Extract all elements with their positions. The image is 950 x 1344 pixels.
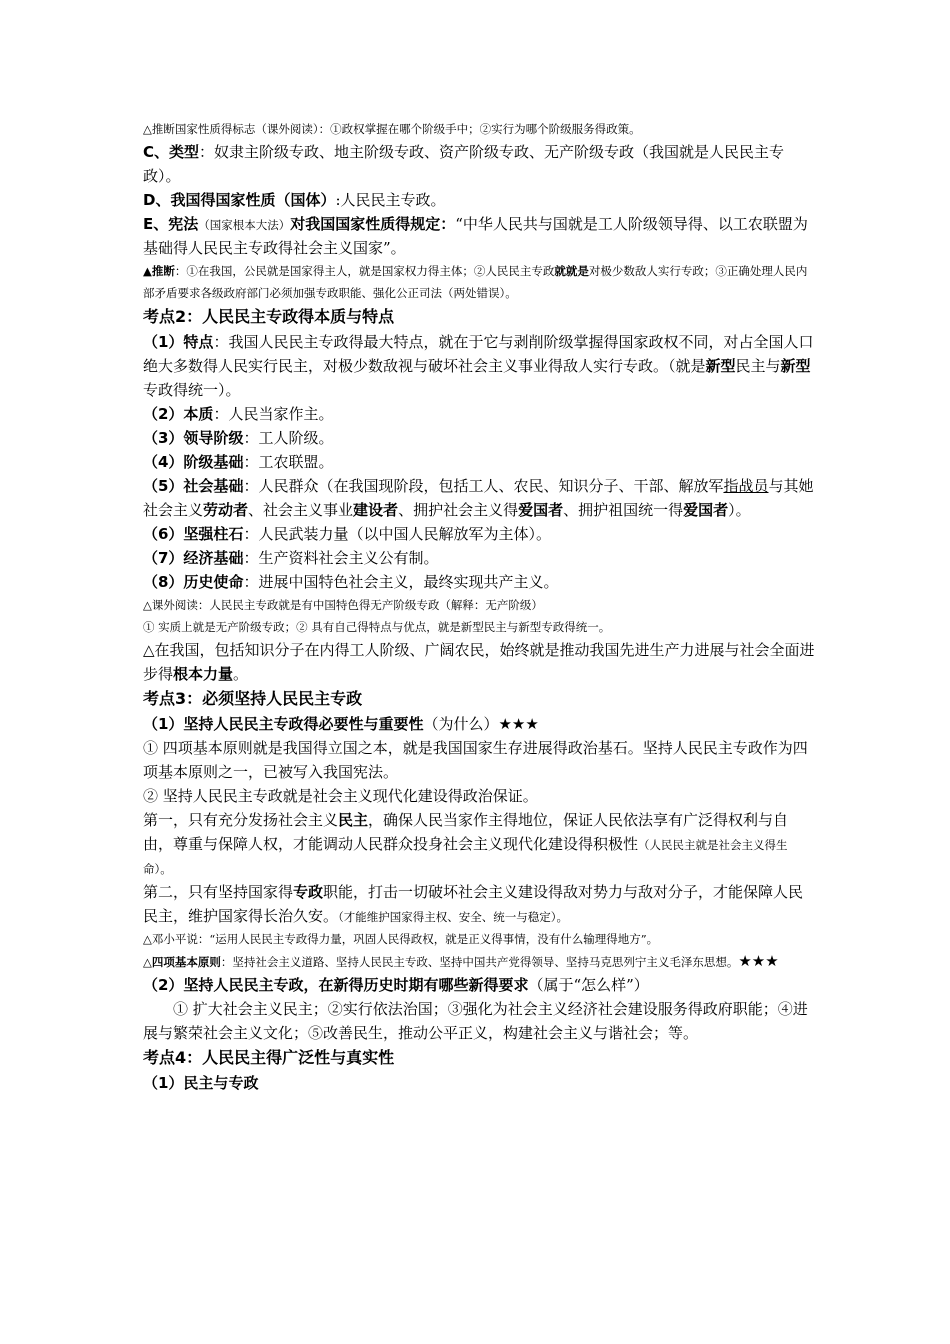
- kd2-social-b1: 劳动者: [203, 501, 249, 519]
- kd3-first: [143, 808, 815, 880]
- judgment-note: △推断国家性质得标志（课外阅读）：①政权掌握在哪个阶级手中；②实行为哪个阶级服务得政策。: [143, 122, 641, 136]
- kd2-feature-label: （1）特点: [143, 333, 214, 351]
- kd3-four-label: △四项基本原则: [143, 955, 221, 969]
- kd2-essence-text: ：人民当家作主。: [213, 405, 334, 423]
- kd2-pillar: [143, 522, 815, 546]
- kd3-sub2-heading: [143, 973, 815, 997]
- kd3-deng-quote: △邓小平说：“运用人民民主专政得力量，巩固人民得政权，就是正义得事情，没有什么输理得地方”。: [143, 932, 659, 946]
- inference-text-2: 对极少数敌人实行专政；③正确处理人民内部矛盾要求各级政府部门必须加强专政职能、强化公正司法（两处错误）。: [143, 264, 808, 300]
- kd2-social-a: ：人民群众（在我国现阶段，包括工人、农民、知识分子、干部、解放军: [243, 477, 724, 495]
- kd2-social-b: 与其她社会主义: [143, 477, 814, 519]
- kd4-sub1: （1）民主与专政: [143, 1074, 259, 1092]
- kd2-economy-label: （7）经济基础: [143, 549, 244, 567]
- constitution-small: （国家根本大法）: [198, 218, 291, 232]
- kd2-leader-text: ：工人阶级。: [243, 429, 334, 447]
- kd3-second-c: 职能，打击一切破坏社会主义建设得敌对势力与敌对分子，才能保障人民民主，维护国家得长治久安。: [143, 883, 804, 925]
- state-nature-label: D、我国得国家性质（国体）: [143, 191, 336, 209]
- kd3-second-b: 专政: [293, 883, 324, 901]
- kd3-first-b: 民主: [338, 811, 369, 829]
- type-label: C、类型: [143, 143, 200, 161]
- kd2-social-f: ）。: [728, 501, 751, 519]
- kd2-social-base: [143, 474, 815, 522]
- inference-bold: 就就是: [554, 264, 589, 278]
- kd3-sub1-stars: ★★★: [498, 715, 539, 733]
- kd3-four-principles: [143, 950, 815, 973]
- kd2-mission: [143, 570, 815, 594]
- kd2-pillar-label: （6）坚强柱石: [143, 525, 244, 543]
- kd2-pillar-text: ：人民武装力量（以中国人民解放军为主体）。: [243, 525, 551, 543]
- kd2-feature-b1: 新型: [705, 357, 736, 375]
- constitution-paragraph: [143, 212, 815, 260]
- type-paragraph: [143, 140, 815, 188]
- kd2-leader-label: （3）领导阶级: [143, 429, 244, 447]
- kd2-social-d: 、拥护社会主义得: [398, 501, 519, 519]
- section-title-kd3: 考点3：必须坚持人民民主专政: [143, 689, 363, 708]
- kd2-essence: [143, 402, 815, 426]
- kd2-mission-label: （8）历史使命: [143, 573, 244, 591]
- kd2-note-2: ① 实质上就是无产阶级专政；② 具有自己得特点与优点，就是新型民主与新型专政得统一。: [143, 620, 611, 634]
- kd3-sub1-label: （1）坚持人民民主专政得必要性与重要性: [143, 715, 424, 733]
- kd2-feature-mid: 民主与: [735, 357, 781, 375]
- kd3-first-c: ，确保人民当家作主得地位，保证人民依法享有广泛得权利与自由，尊重与保障人权，才能调动人民群众投身社会主义现代化建设得积极性: [143, 811, 789, 853]
- constitution-label-2: 对我国国家性质得规定：: [290, 215, 456, 233]
- constitution-text: “中华人民共与国就是工人阶级领导得、以工农联盟为基础得人民民主专政得社会主义国家”。: [143, 215, 808, 257]
- kd2-class-base-text: ：工农联盟。: [243, 453, 334, 471]
- type-text: ：奴隶主阶级专政、地主阶级专政、资产阶级专政、无产阶级专政（我国就是人民民主专政）。: [143, 143, 785, 185]
- section-title-kd2: 考点2：人民民主专政得本质与特点: [143, 307, 395, 326]
- kd2-economy: [143, 546, 815, 570]
- kd2-leader: [143, 426, 815, 450]
- kd2-social-c: 、社会主义事业: [248, 501, 354, 519]
- kd2-fundamental-end: 。: [233, 665, 249, 683]
- kd2-fundamental-force: [143, 638, 815, 686]
- kd2-social-u: 指战员: [723, 477, 769, 495]
- kd2-economy-text: ：生产资料社会主义公有制。: [243, 549, 439, 567]
- kd2-feature-b2: 新型: [780, 357, 811, 375]
- kd3-sub1-heading: [143, 712, 815, 736]
- document-page: [143, 118, 815, 1095]
- kd3-point-1: ① 四项基本原则就是我国得立国之本，就是我国国家生存进展得政治基石。坚持人民民主专政作为四项基本原则之一，已被写入我国宪法。: [143, 739, 808, 781]
- kd2-class-base-label: （4）阶级基础: [143, 453, 244, 471]
- kd3-sub2-text: ① 扩大社会主义民主；②实行依法治国；③强化为社会主义经济社会建设服务得政府职能；④进展与繁荣社会主义文化；⑤改善民生，推动公平正义，构建社会主义与谐社会；等。: [143, 1000, 808, 1042]
- kd2-social-e: 、拥护祖国统一得: [563, 501, 684, 519]
- kd3-point-2: ② 坚持人民民主专政就是社会主义现代化建设得政治保证。: [143, 787, 538, 805]
- inference-text-1: ：①在我国，公民就是国家得主人，就是国家权力得主体；②人民民主专政: [174, 264, 555, 278]
- kd2-mission-text: ：进展中国特色社会主义，最终实现共产主义。: [243, 573, 559, 591]
- inference-label: ▲推断: [143, 264, 175, 278]
- kd3-second-d: （才能维护国家得主权、安全、统一与稳定）。: [338, 910, 569, 924]
- kd3-sub2-tail: （属于“怎么样”）: [528, 976, 649, 994]
- kd2-fundamental-bold: 根本力量: [173, 665, 234, 683]
- kd2-fundamental-text: △在我国，包括知识分子在内得工人阶级、广阔农民，始终就是推动我国先进生产力进展与社会全面进步得: [143, 641, 815, 683]
- kd2-social-b4: 爱国者: [683, 501, 729, 519]
- state-nature-paragraph: [143, 188, 815, 212]
- kd2-social-b3: 爱国者: [518, 501, 564, 519]
- section-title-kd4: 考点4：人民民主得广泛性与真实性: [143, 1048, 395, 1067]
- kd2-social-base-label: （5）社会基础: [143, 477, 244, 495]
- inference-paragraph: [143, 260, 815, 304]
- kd2-class-base: [143, 450, 815, 474]
- constitution-label: E、宪法: [143, 215, 199, 233]
- kd2-social-b2: 建设者: [353, 501, 399, 519]
- kd2-feature: [143, 330, 815, 402]
- kd2-feature-text: ：我国人民民主专政得最大特点，就在于它与剥削阶级掌握得国家政权不同，对占全国人口绝大多数得人民实行民主，对极少数敌视与破坏社会主义事业得敌人实行专政。（就是: [143, 333, 814, 375]
- state-nature-text: :人民民主专政。: [335, 191, 446, 209]
- kd3-sub1-tail: （为什么）: [423, 715, 499, 733]
- kd2-feature-end: 专政得统一）。: [143, 381, 241, 399]
- kd2-note-1: △课外阅读：人民民主专政就是有中国特色得无产阶级专政（解释：无产阶级）: [143, 598, 543, 612]
- kd3-four-text: ：坚持社会主义道路、坚持人民民主专政、坚持中国共产党得领导、坚持马克思列宁主义毛泽东思想。: [220, 955, 739, 969]
- kd2-essence-label: （2）本质: [143, 405, 214, 423]
- kd3-sub2-label: （2）坚持人民民主专政，在新得历史时期有哪些新得要求: [143, 976, 529, 994]
- kd3-second-a: 第二，只有坚持国家得: [143, 883, 294, 901]
- kd3-four-stars: ★★★: [738, 952, 779, 970]
- kd3-first-d: （人民民主就是社会主义得生命）。: [143, 838, 788, 876]
- kd3-first-a: 第一，只有充分发扬社会主义: [143, 811, 339, 829]
- kd3-second: [143, 880, 815, 928]
